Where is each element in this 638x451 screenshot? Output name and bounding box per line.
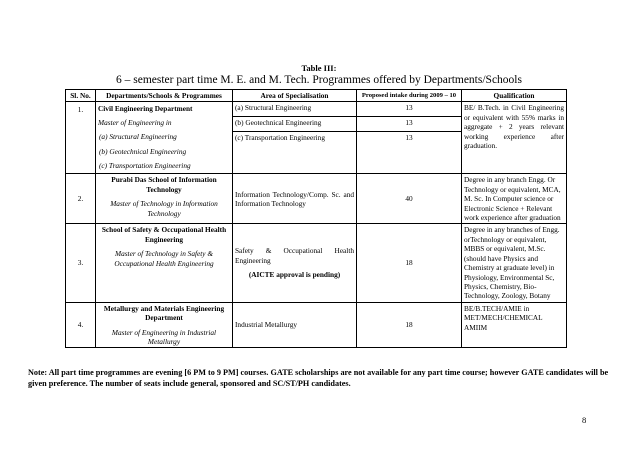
programme-name: Master of Technology in Safety & Occupational Health Engineering [114,249,214,268]
programme-name: Master of Engineering in Industrial Metallurgy [111,327,217,346]
spec-a: (a) Structural Engineering [99,132,177,142]
header-qualification: Qualification [462,90,567,102]
area-b: (b) Geotechnical Engineering [233,117,356,132]
row-qualification: Degree in any branch Engg. Or Technology or equivalent, MCA, M. Sc. In Computer science or Electronic Science + Relevant work experience after graduation [462,174,567,224]
row-intake: 18 [357,302,462,348]
table-title: 6 – semester part time M. E. and M. Tech. Programmes offered by Departments/Schools [116,74,522,86]
area-c: (c) Transportation Engineering [235,133,325,143]
row-area [233,224,357,302]
header-sl: Sl. No. [66,90,96,102]
row-sl: 2. [66,174,96,224]
dept-name: Purabi Das School of Information Technology [111,175,217,194]
row-dept [96,224,233,302]
approval-note: (AICTE approval is pending) [248,270,341,280]
row-area: Information Technology/Comp. Sc. and Information Technology [233,174,357,224]
header-intake: Proposed intake during 2009 – 10 [357,90,462,102]
page-number: 8 [582,415,587,425]
row-intake: 40 [357,174,462,224]
table-label: Table III: [301,63,337,73]
table-row [66,224,567,302]
intake-c: 13 [405,133,413,143]
table-row [66,174,567,224]
row-area [233,102,357,174]
header-dept: Departments/Schools & Programmes [96,90,233,102]
header-area: Area of Specialisation [233,90,357,102]
area-a: (a) Structural Engineering [233,102,356,117]
programme-name: Master of Technology in Information Technology [110,199,218,218]
row-qualification: BE/ B.Tech. in Civil Engineering or equivalent with 55% marks in aggregate + 2 years relevant working experience after graduation. [462,102,567,174]
row-qualification: Degree in any branches of Engg. orTechnology or equivalent, MBBS or equivalent, M.Sc. (should have Physics and Chemistry at graduate level) in Physiology, Environmental Sc, Physics, Chemistry, Bio-Technology, Zoology, Botany [462,224,567,302]
row-qualification: BE/B.TECH/AMIE in MET/MECH/CHEMICAL AMIIM [462,302,567,348]
area-text: Safety & Occupational Health Engineering [235,246,354,265]
footnote: Note: All part time programmes are evening [6 PM to 9 PM] courses. GATE scholarships are not available for any part time course; however GATE candidates will be given preference. The number of seats include general, sponsored and SC/ST/PH candidates. [28,368,609,388]
row-intake [357,102,462,174]
table-header-row [66,90,567,102]
intake-a: 13 [357,102,461,117]
table-row [66,302,567,348]
table-row [66,102,567,174]
row-dept [96,102,233,174]
spec-b: (b) Geotechnical Engineering [99,146,187,156]
intake-b: 13 [357,117,461,132]
row-dept [96,174,233,224]
row-area: Industrial Metallurgy [233,302,357,348]
row-dept [96,302,233,348]
row-intake: 18 [357,224,462,302]
row-sl: 3. [66,224,96,302]
row-sl: 4. [66,302,96,348]
dept-name: Metallurgy and Materials Engineering Department [103,303,225,323]
dept-name: School of Safety & Occupational Health Engineering [101,225,227,244]
dept-name: Civil Engineering Department [98,104,193,114]
programme-name: Master of Engineering in [98,117,172,127]
row-sl: 1. [66,102,96,174]
spec-c: (c) Transportation Engineering [99,161,191,171]
programmes-table [65,89,567,348]
